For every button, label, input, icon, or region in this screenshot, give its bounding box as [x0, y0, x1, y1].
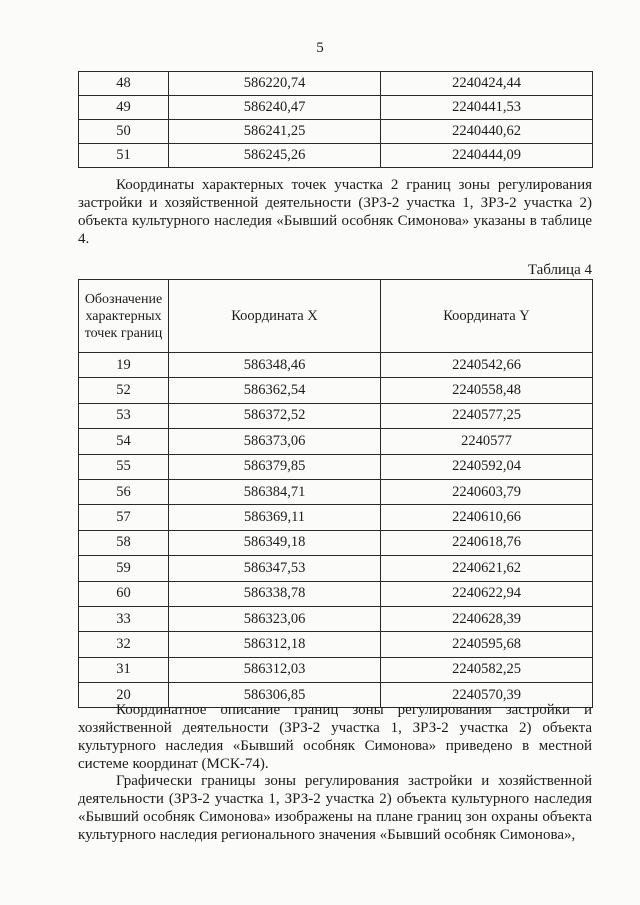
header-point-designation: Обозначение характерных точек границ	[79, 280, 169, 353]
coordinate-x-cell: 586362,54	[169, 378, 381, 403]
point-number-cell: 20	[79, 683, 169, 708]
coordinate-x-cell: 586323,06	[169, 606, 381, 631]
point-number-cell: 49	[79, 96, 169, 120]
point-number-cell: 33	[79, 606, 169, 631]
table-row	[79, 657, 593, 682]
table-row	[79, 632, 593, 657]
coordinate-y-cell: 2240577	[381, 429, 593, 454]
coordinate-y-cell: 2240622,94	[381, 581, 593, 606]
table-row	[79, 530, 593, 555]
coordinate-x-cell: 586348,46	[169, 353, 381, 378]
coordinate-x-cell: 586220,74	[169, 72, 381, 96]
coordinate-y-cell: 2240595,68	[381, 632, 593, 657]
coordinate-x-cell: 586312,18	[169, 632, 381, 657]
table-row	[79, 120, 593, 144]
coordinates-table-4	[78, 279, 593, 708]
table-row	[79, 556, 593, 581]
point-number-cell: 53	[79, 403, 169, 428]
table-row	[79, 144, 593, 168]
point-number-cell: 54	[79, 429, 169, 454]
header-coordinate-x: Координата X	[169, 280, 381, 353]
point-number-cell: 60	[79, 581, 169, 606]
point-number-cell: 58	[79, 530, 169, 555]
coordinate-y-cell: 2240621,62	[381, 556, 593, 581]
paragraph-table4-intro: Координаты характерных точек участка 2 границ зоны регулирования застройки и хозяйственной деятельности (ЗРЗ-2 участка 1, ЗРЗ-2 участка 2) объекта культурного наследия «Бывший особняк Симонова» указаны в таблице 4.	[78, 177, 592, 247]
table-row	[79, 378, 593, 403]
point-number-cell: 19	[79, 353, 169, 378]
table-header-row	[79, 280, 593, 353]
coordinates-table-continued	[78, 71, 593, 168]
coordinate-y-cell: 2240628,39	[381, 606, 593, 631]
paragraph-graphic-borders: Графически границы зоны регулирования застройки и хозяйственной деятельности (ЗРЗ-2 участка 1, ЗРЗ-2 участка 2) объекта культурного наследия «Бывший особняк Симонова» изображены на плане границ зон охраны объекта культурного наследия регионального значения «Бывший особняк Симонова»,	[78, 773, 592, 843]
table-row	[79, 403, 593, 428]
point-number-cell: 56	[79, 479, 169, 504]
coordinate-x-cell: 586312,03	[169, 657, 381, 682]
page-number: 5	[316, 40, 324, 56]
coordinate-x-cell: 586240,47	[169, 96, 381, 120]
point-number-cell: 51	[79, 144, 169, 168]
point-number-cell: 52	[79, 378, 169, 403]
table-row	[79, 606, 593, 631]
point-number-cell: 32	[79, 632, 169, 657]
coordinate-x-cell: 586384,71	[169, 479, 381, 504]
table-4-caption: Таблица 4	[527, 262, 592, 278]
coordinate-y-cell: 2240577,25	[381, 403, 593, 428]
point-number-cell: 31	[79, 657, 169, 682]
table-continued-body	[79, 72, 593, 168]
table-row	[79, 479, 593, 504]
paragraph-coordinate-description: Координатное описание границ зоны регулирования застройки и хозяйственной деятельности (ЗРЗ-2 участка 1, ЗРЗ-2 участка 2) объекта культурного наследия «Бывший особняк Симонова» приведено в местной системе координат (МСК-74).	[78, 702, 592, 772]
header-coordinate-y: Координата Y	[381, 280, 593, 353]
coordinate-y-cell: 2240592,04	[381, 454, 593, 479]
table-row	[79, 72, 593, 96]
coordinate-x-cell: 586369,11	[169, 505, 381, 530]
table-row	[79, 96, 593, 120]
table-row	[79, 353, 593, 378]
coordinate-x-cell: 586241,25	[169, 120, 381, 144]
coordinate-y-cell: 2240440,62	[381, 120, 593, 144]
coordinate-x-cell: 586306,85	[169, 683, 381, 708]
coordinate-x-cell: 586379,85	[169, 454, 381, 479]
coordinate-y-cell: 2240542,66	[381, 353, 593, 378]
table-row	[79, 454, 593, 479]
coordinate-y-cell: 2240558,48	[381, 378, 593, 403]
coordinate-y-cell: 2240570,39	[381, 683, 593, 708]
table-row	[79, 505, 593, 530]
coordinate-y-cell: 2240618,76	[381, 530, 593, 555]
table-row	[79, 581, 593, 606]
table-row	[79, 429, 593, 454]
coordinate-y-cell: 2240444,09	[381, 144, 593, 168]
coordinate-y-cell: 2240603,79	[381, 479, 593, 504]
coordinate-x-cell: 586372,52	[169, 403, 381, 428]
coordinate-x-cell: 586347,53	[169, 556, 381, 581]
table-4-body	[79, 353, 593, 708]
coordinate-y-cell: 2240582,25	[381, 657, 593, 682]
coordinate-y-cell: 2240610,66	[381, 505, 593, 530]
coordinate-x-cell: 586338,78	[169, 581, 381, 606]
point-number-cell: 57	[79, 505, 169, 530]
coordinate-y-cell: 2240424,44	[381, 72, 593, 96]
coordinate-x-cell: 586373,06	[169, 429, 381, 454]
coordinate-x-cell: 586245,26	[169, 144, 381, 168]
point-number-cell: 50	[79, 120, 169, 144]
coordinate-y-cell: 2240441,53	[381, 96, 593, 120]
point-number-cell: 55	[79, 454, 169, 479]
coordinate-x-cell: 586349,18	[169, 530, 381, 555]
point-number-cell: 48	[79, 72, 169, 96]
point-number-cell: 59	[79, 556, 169, 581]
